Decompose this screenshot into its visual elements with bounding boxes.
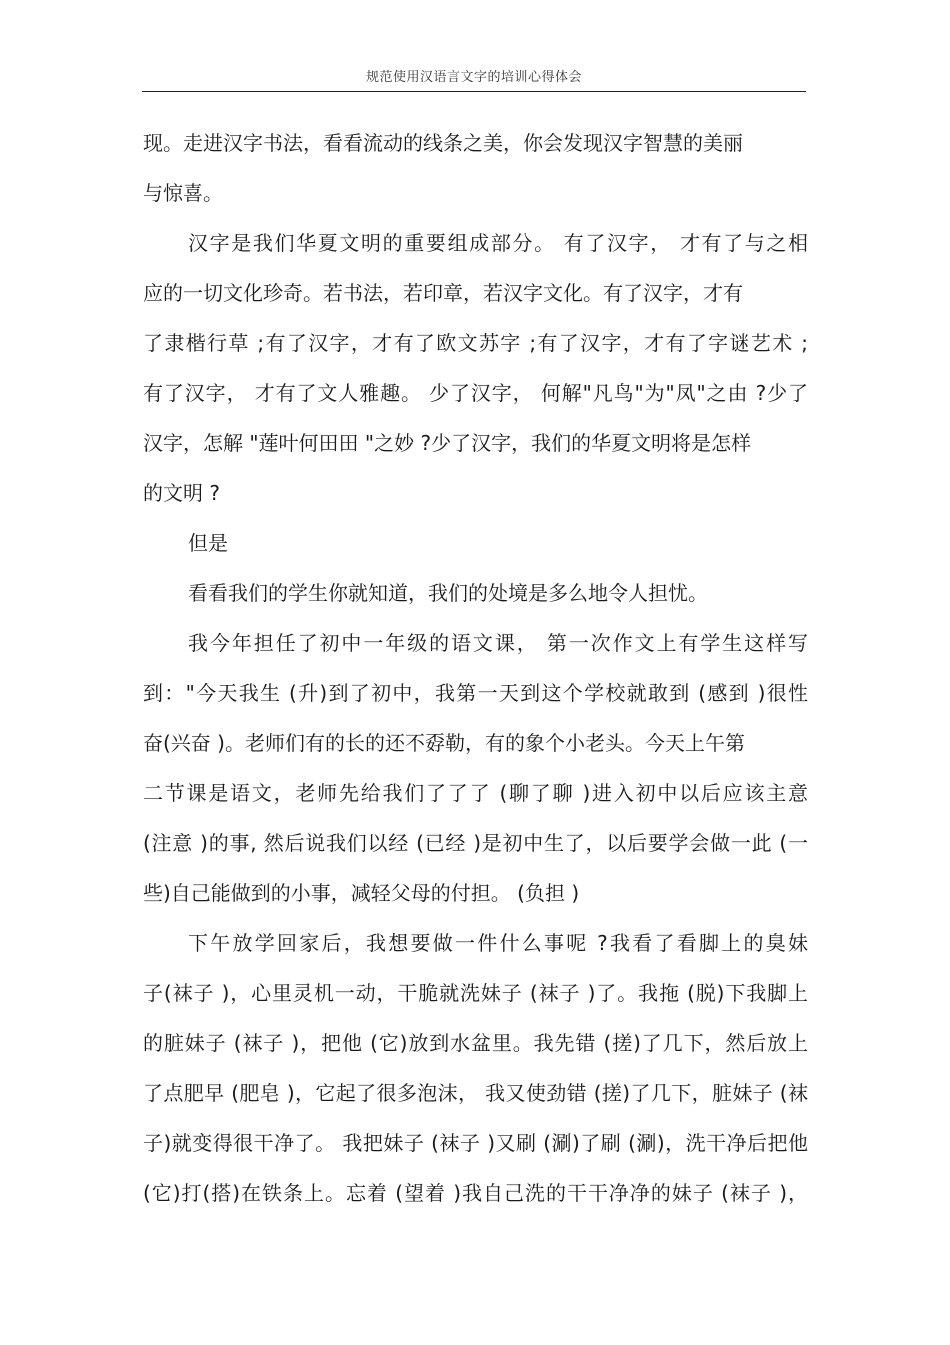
text-line: 的文明 ? bbox=[143, 481, 220, 505]
text-line: 应的一切文化珍奇。若书法，若印章，若汉字文化。有了汉字，才有 bbox=[143, 281, 743, 305]
text-line: 看看我们的学生你就知道，我们的处境是多么地令人担忧。 bbox=[188, 581, 708, 605]
text-line: (注意 )的事, 然后说我们以经 (已经 )是初中生了，以后要学会做一此 (一 bbox=[143, 831, 808, 855]
text-line: 奋(兴奋 )。老师们有的长的还不孬勒，有的象个小老头。今天上午第 bbox=[143, 731, 745, 755]
text-line: 子)就变得很干净了。 我把妹子 (袜子 )又刷 (涮)了刷 (涮)，洗干净后把他 bbox=[143, 1131, 808, 1155]
document-body bbox=[143, 118, 808, 1218]
text-line: (它)打(搭)在铁条上。忘着 (望着 )我自己洗的干干净净的妹子 (袜子 )， bbox=[143, 1181, 808, 1205]
text-line: 子(袜子 )，心里灵机一动，干脆就洗妹子 (袜子 )了。我拖 (脱)下我脚上 bbox=[143, 981, 808, 1005]
text-line: 到："今天我生 (升)到了初中，我第一天到这个学校就敢到 (感到 )很性 bbox=[143, 681, 808, 705]
text-line: 了点肥早 (肥皂 )，它起了很多泡沫， 我又使劲错 (搓)了几下，脏妹子 (袜 bbox=[143, 1081, 808, 1105]
text-line: 二节课是语文，老师先给我们了了了 (聊了聊 )进入初中以后应该主意 bbox=[143, 781, 808, 805]
text-line: 我今年担任了初中一年级的语文课， 第一次作文上有学生这样写 bbox=[188, 631, 808, 655]
text-line: 现。走进汉字书法，看看流动的线条之美，你会发现汉字智慧的美丽 bbox=[143, 131, 743, 155]
text-line: 但是 bbox=[188, 531, 228, 555]
text-line: 了隶楷行草 ;有了汉字，才有了欧文苏字 ;有了汉字，才有了字谜艺术 ; bbox=[143, 331, 808, 355]
header-divider bbox=[142, 91, 806, 92]
text-line: 些)自己能做到的小事，减轻父母的付担。 (负担 ) bbox=[143, 881, 580, 905]
page-header-title: 规范使用汉语言文字的培训心得体会 bbox=[365, 70, 582, 85]
text-line: 的脏妹子 (袜子 )，把他 (它)放到水盆里。我先错 (搓)了几下，然后放上 bbox=[143, 1031, 808, 1055]
text-line: 汉字是我们华夏文明的重要组成部分。 有了汉字， 才有了与之相 bbox=[188, 231, 808, 255]
text-line: 汉字，怎解 "莲叶何田田 "之妙 ?少了汉字，我们的华夏文明将是怎样 bbox=[143, 431, 752, 455]
text-line: 有了汉字， 才有了文人雅趣。 少了汉字， 何解"凡鸟"为"凤"之由 ?少了 bbox=[143, 381, 808, 405]
text-line: 下午放学回家后，我想要做一件什么事呢 ?我看了看脚上的臭妹 bbox=[188, 931, 808, 955]
text-line: 与惊喜。 bbox=[143, 181, 223, 205]
